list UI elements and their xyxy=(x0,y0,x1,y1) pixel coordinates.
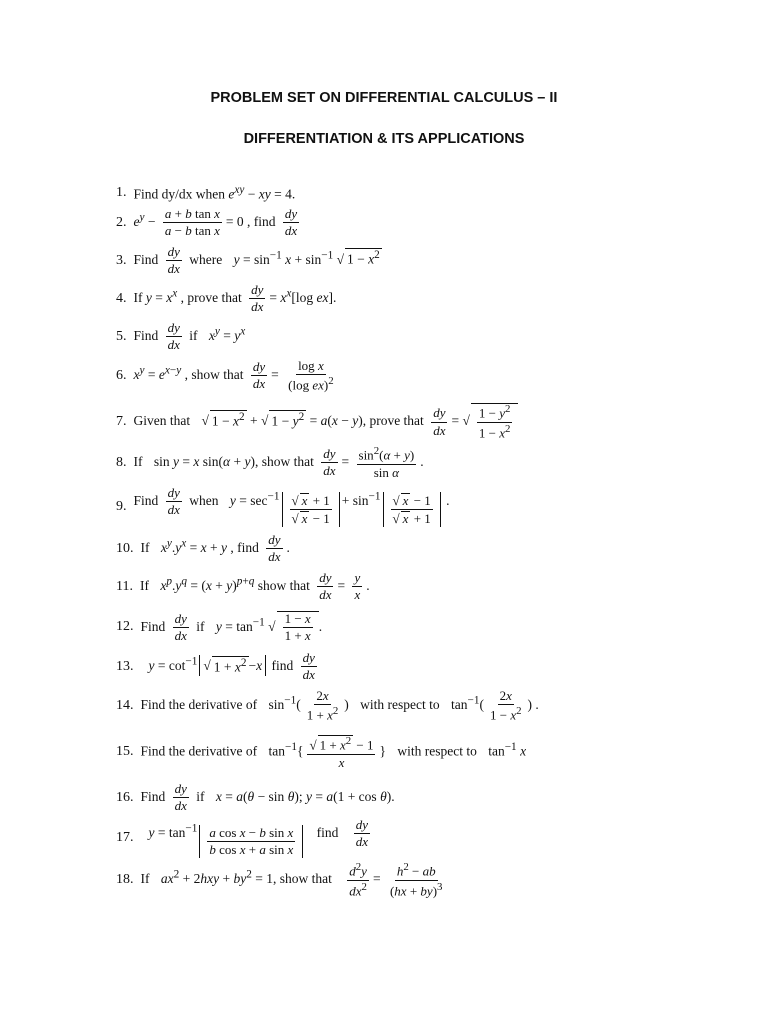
problem-number: 2. xyxy=(116,214,127,230)
problem-14 xyxy=(116,689,539,723)
problem-11 xyxy=(116,571,370,603)
problem-number: 17. xyxy=(116,830,134,846)
problem-text: $y = \tan^{-1}$ $\frac{\text{a cos x − b sin x}}{\text{b cos x + a sin x}}$ find $\frac{dy}{dx}$ xyxy=(148,817,369,858)
problem-1 xyxy=(116,184,295,202)
problem-number: 16. xyxy=(116,789,134,805)
problem-number: 15. xyxy=(116,744,134,760)
problem-text: If sin y = x sin(α + y), show that $\frac{dy}{dx}$ = $\frac{\sin^2(\alpha + y)}{\text{sin α}}$ . xyxy=(133,445,424,480)
problem-text: If $y = x^x$ , prove that $\frac{dy}{dx}$ = $x^x[\log$ ex]. xyxy=(133,282,337,315)
problem-text: If $ax^2 + 2hxy + by^2 = 1$, show that $\frac{d^2y}{dx^2}$ = $\frac{h^2 - ab}{(hx + by)^3}$ xyxy=(140,861,443,898)
problem-15 xyxy=(116,735,526,770)
problem-text: Find the derivative of $\sin^{-1}$( $\frac{2x}{1 + x^2}$ ) with respect to $\tan^{-1}$( $\frac{2x}{1 - x^2}$ ) . xyxy=(140,688,539,723)
problem-number: 1. xyxy=(116,184,127,200)
problem-text: Find $\frac{dy}{dx}$ if $x^y = y^x$ xyxy=(133,320,246,353)
problem-8 xyxy=(116,446,424,480)
problem-number: 8. xyxy=(116,454,127,470)
problem-number: 7. xyxy=(116,413,127,429)
problem-number: 4. xyxy=(116,290,127,306)
problem-18 xyxy=(116,862,448,898)
page-title: PROBLEM SET ON DIFFERENTIAL CALCULUS – II xyxy=(210,90,558,106)
problem-5 xyxy=(116,321,245,353)
problem-2 xyxy=(116,207,303,239)
problem-16 xyxy=(116,782,395,814)
problem-number: 5. xyxy=(116,328,127,344)
problem-number: 9. xyxy=(116,498,127,514)
problem-text: Find dy/dx when $e^{xy}$ − xy = 4. xyxy=(133,184,296,202)
problem-number: 6. xyxy=(116,367,127,383)
problem-13 xyxy=(116,651,321,683)
problem-6 xyxy=(116,359,340,393)
problem-7 xyxy=(116,403,518,440)
problem-9 xyxy=(116,486,450,527)
problem-text: Given that √ $1 - x^2$ + √ $1 - y^2 = a(x - y)$, prove that $\frac{dy}{dx}$ = √ $\frac{1 - y^2}{1 - x^2}$ xyxy=(134,403,519,440)
problem-12 xyxy=(116,611,322,644)
problem-text: $x^y = e^{x-y}$ , show that $\frac{dy}{dx}$ = $\frac{\text{log x}}{(\log ex)^2}$ xyxy=(133,358,334,393)
problem-text: Find $\frac{dy}{dx}$ if x = a(θ − sin θ); y = a(1 + cos θ). xyxy=(140,781,395,814)
problem-text: If $x^p.y^q = (x + y)^{p+q}$ show that $\frac{dy}{dx}$ = $\frac{y}{x}$ . xyxy=(139,570,370,603)
problem-4 xyxy=(116,283,336,315)
problem-number: 13. xyxy=(116,658,134,674)
problem-text: Find $\frac{dy}{dx}$ where $y = \sin^{-1} x + \sin^{-1}$ √ $1 - x^2$ xyxy=(133,244,380,277)
problem-text: Find $\frac{dy}{dx}$ when $y = \sec^{-1}$ $\frac{√ x + 1}{√ x - 1}$ + $\sin^{-1}$ $\frac{√ x - 1}{√ x + 1}$ . xyxy=(133,485,450,527)
page-subtitle: DIFFERENTIATION & ITS APPLICATIONS xyxy=(243,131,525,147)
problem-3 xyxy=(116,245,382,277)
problem-10 xyxy=(116,533,290,565)
problem-text: Find the derivative of $\tan^{-1}${ $\frac{√ 1 + x^2 - 1}{x}$ } with respect to $\tan^{-1} x$ xyxy=(140,735,527,770)
problem-text: Find $\frac{dy}{dx}$ if $y = \tan^{-1}$ √ $\frac{1 - x}{1 + x}$ . xyxy=(140,611,323,644)
problem-text: $e^y$ − $\frac{\text{a + b tan x}}{\text{a − b tan x}}$ = 0 , find $\frac{dy}{dx}$ xyxy=(133,206,298,239)
problem-text: If $x^y.y^x = x + y$ , find $\frac{dy}{dx}$ . xyxy=(140,532,290,565)
problem-number: 14. xyxy=(116,697,134,713)
problem-number: 12. xyxy=(116,619,134,635)
problem-number: 3. xyxy=(116,252,127,268)
problem-17 xyxy=(116,818,374,858)
problem-text: $y = \cot^{-1}$ √ $1 + x^2$ − x find $\frac{dy}{dx}$ xyxy=(148,650,315,683)
problem-number: 18. xyxy=(116,872,134,888)
problem-number: 11. xyxy=(116,578,133,594)
problem-number: 10. xyxy=(116,540,134,556)
